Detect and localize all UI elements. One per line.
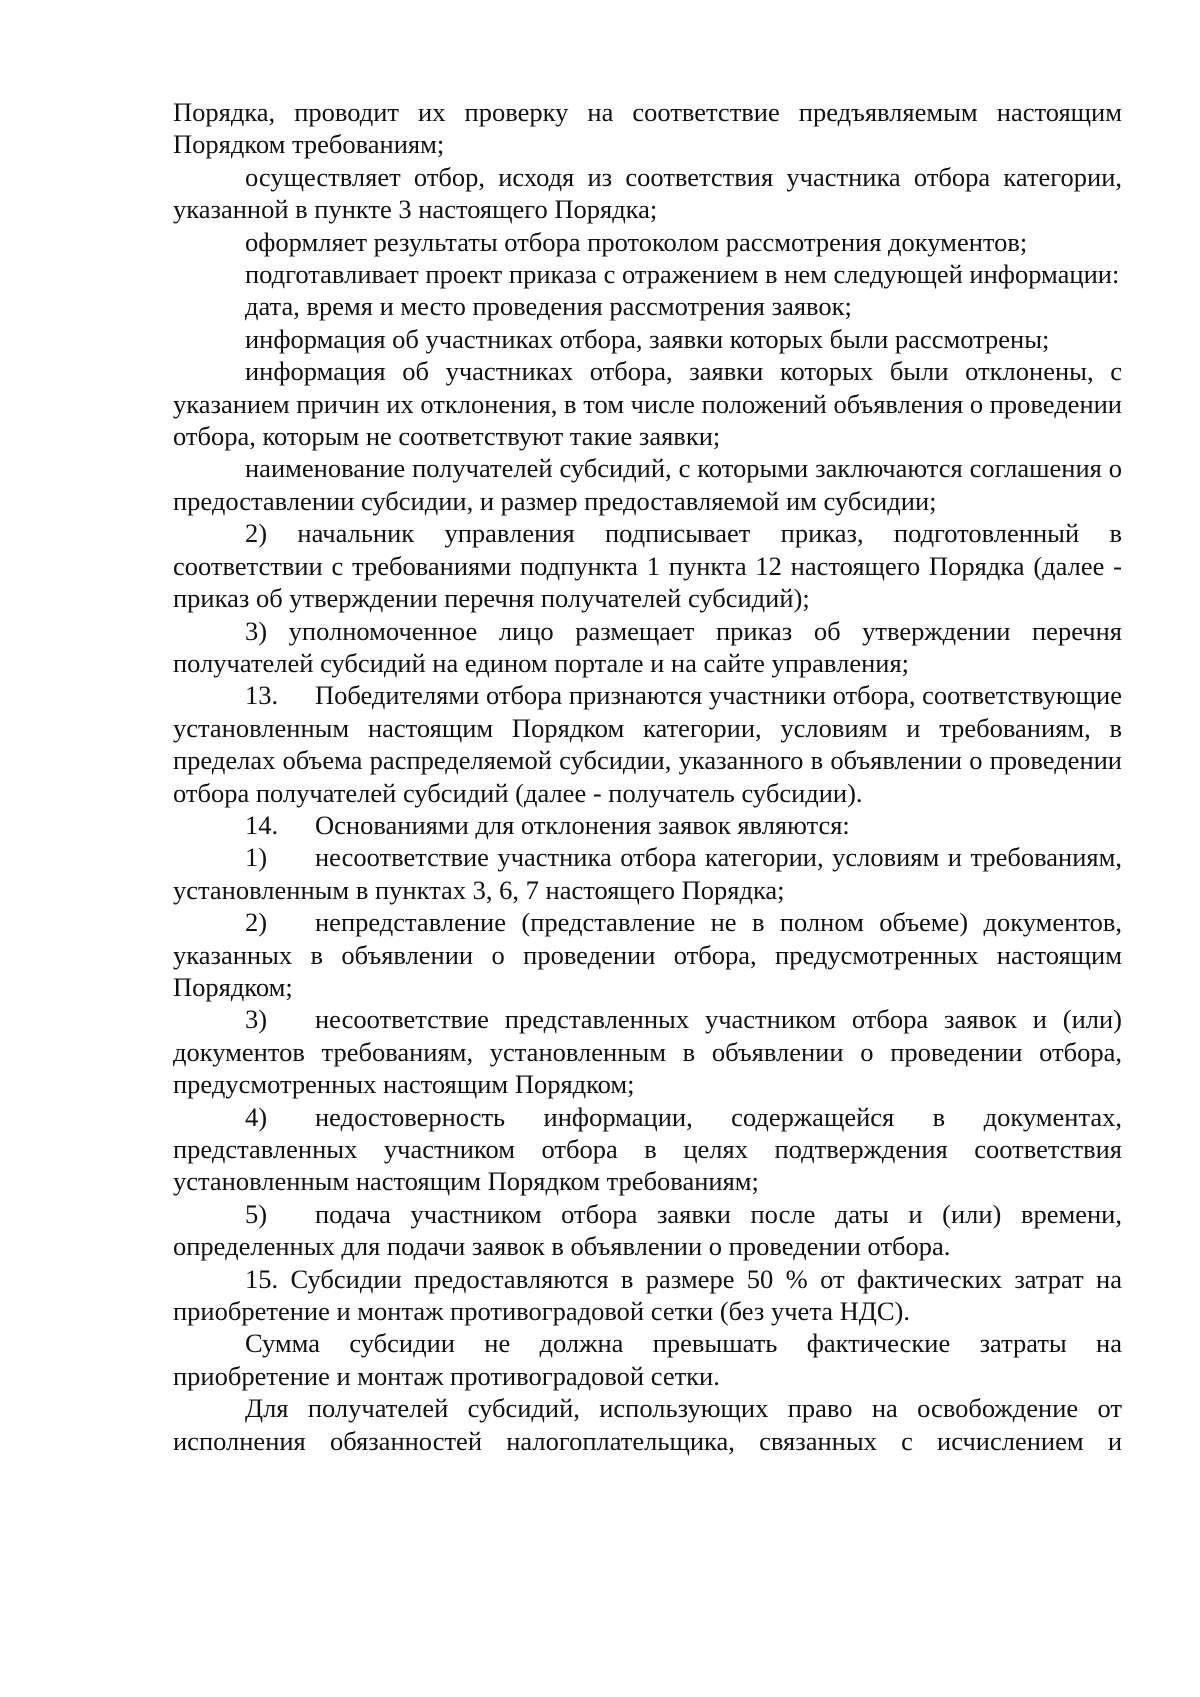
item-number: 2): [245, 907, 268, 938]
paragraph: 3) уполномоченное лицо размещает приказ об утверждении перечня получателей субсидий на едином портале и на сайте управления;: [173, 615, 1122, 678]
clause-15: 15. Субсидии предоставляются в размере 50 % от фактических затрат на приобретение и монтаж противоградовой сетки (без учета НДС).: [173, 1263, 1122, 1327]
paragraph: оформляет результаты отбора протоколом рассмотрения документов;: [245, 226, 1028, 257]
list-item-5: 5) подача участником отбора заявки после даты и (или) времени, определенных для подачи заявок в объявлении о проведении отбора.: [173, 1198, 1122, 1262]
paragraph: Сумма субсидии не должна превышать фактические затраты на приобретение и монтаж противоградовой сетки.: [173, 1328, 1122, 1391]
list-item-4: 4) недостоверность информации, содержащейся в документах, представленных участником отбора в целях подтверждения соответствия установленным настоящим Порядком требованиям;: [173, 1101, 1122, 1197]
clause-14: 14. Основаниями для отклонения заявок являются:: [245, 809, 850, 840]
item-number: 4): [245, 1101, 268, 1132]
list-item-2: 2) непредставление (представление не в полном объеме) документов, указанных в объявлении о проведении отбора, предусмотренных настоящим Порядком;: [173, 907, 1122, 1002]
item-number: 5): [245, 1198, 268, 1229]
clause-number: 14.: [245, 809, 279, 840]
paragraph: Порядка, проводит их проверку на соответствие предъявляемым настоящим Порядком требованиям;: [173, 97, 1122, 160]
paragraph: информация об участниках отбора, заявки которых были отклонены, с указанием причин их отклонения, в том числе положений объявления о проведении отбора, которым не соответствуют такие заявки;: [173, 356, 1122, 452]
list-item-3: 3) несоответствие представленных участником отбора заявок и (или) документов требованиям, установленным в объявлении о проведении отбора, предусмотренных настоящим Порядком;: [173, 1004, 1122, 1100]
document-page: [173, 96, 1122, 1457]
list-item-1: 1) несоответствие участника отбора категории, условиям и требованиям, установленным в пунктах 3, 6, 7 настоящего Порядка;: [173, 842, 1122, 905]
paragraph: наименование получателей субсидий, с которыми заключаются соглашения о предоставлении субсидии, и размер предоставляемой им субсидии;: [173, 453, 1122, 516]
paragraph: Для получателей субсидий, использующих право на освобождение от исполнения обязанностей налогоплательщика, связанных с исчислением и: [173, 1393, 1122, 1456]
clause-number: 13.: [245, 680, 279, 711]
paragraph: осуществляет отбор, исходя из соответствия участника отбора категории, указанной в пункте 3 настоящего Порядка;: [173, 161, 1122, 225]
item-number: 3): [245, 1004, 268, 1035]
paragraph: подготавливает проект приказа с отражением в нем следующей информации:: [245, 259, 1120, 290]
paragraph: 2) начальник управления подписывает приказ, подготовленный в соответствии с требованиями подпункта 1 пункта 12 настоящего Порядка (далее - приказ об утверждении перечня получателей субсидий);: [173, 518, 1122, 614]
clause-13: 13. Победителями отбора признаются участники отбора, соответствующие установленным настоящим Порядком категории, условиям и требованиям, в пределах объема распределяемой субсидии, указанного в объявлении о проведении отбора получателей субсидий (далее - получатель субсидии).: [173, 680, 1122, 808]
item-number: 1): [245, 842, 268, 873]
paragraph: дата, время и место проведения рассмотрения заявок;: [245, 291, 852, 322]
paragraph: информация об участниках отбора, заявки которых были рассмотрены;: [245, 323, 1050, 354]
